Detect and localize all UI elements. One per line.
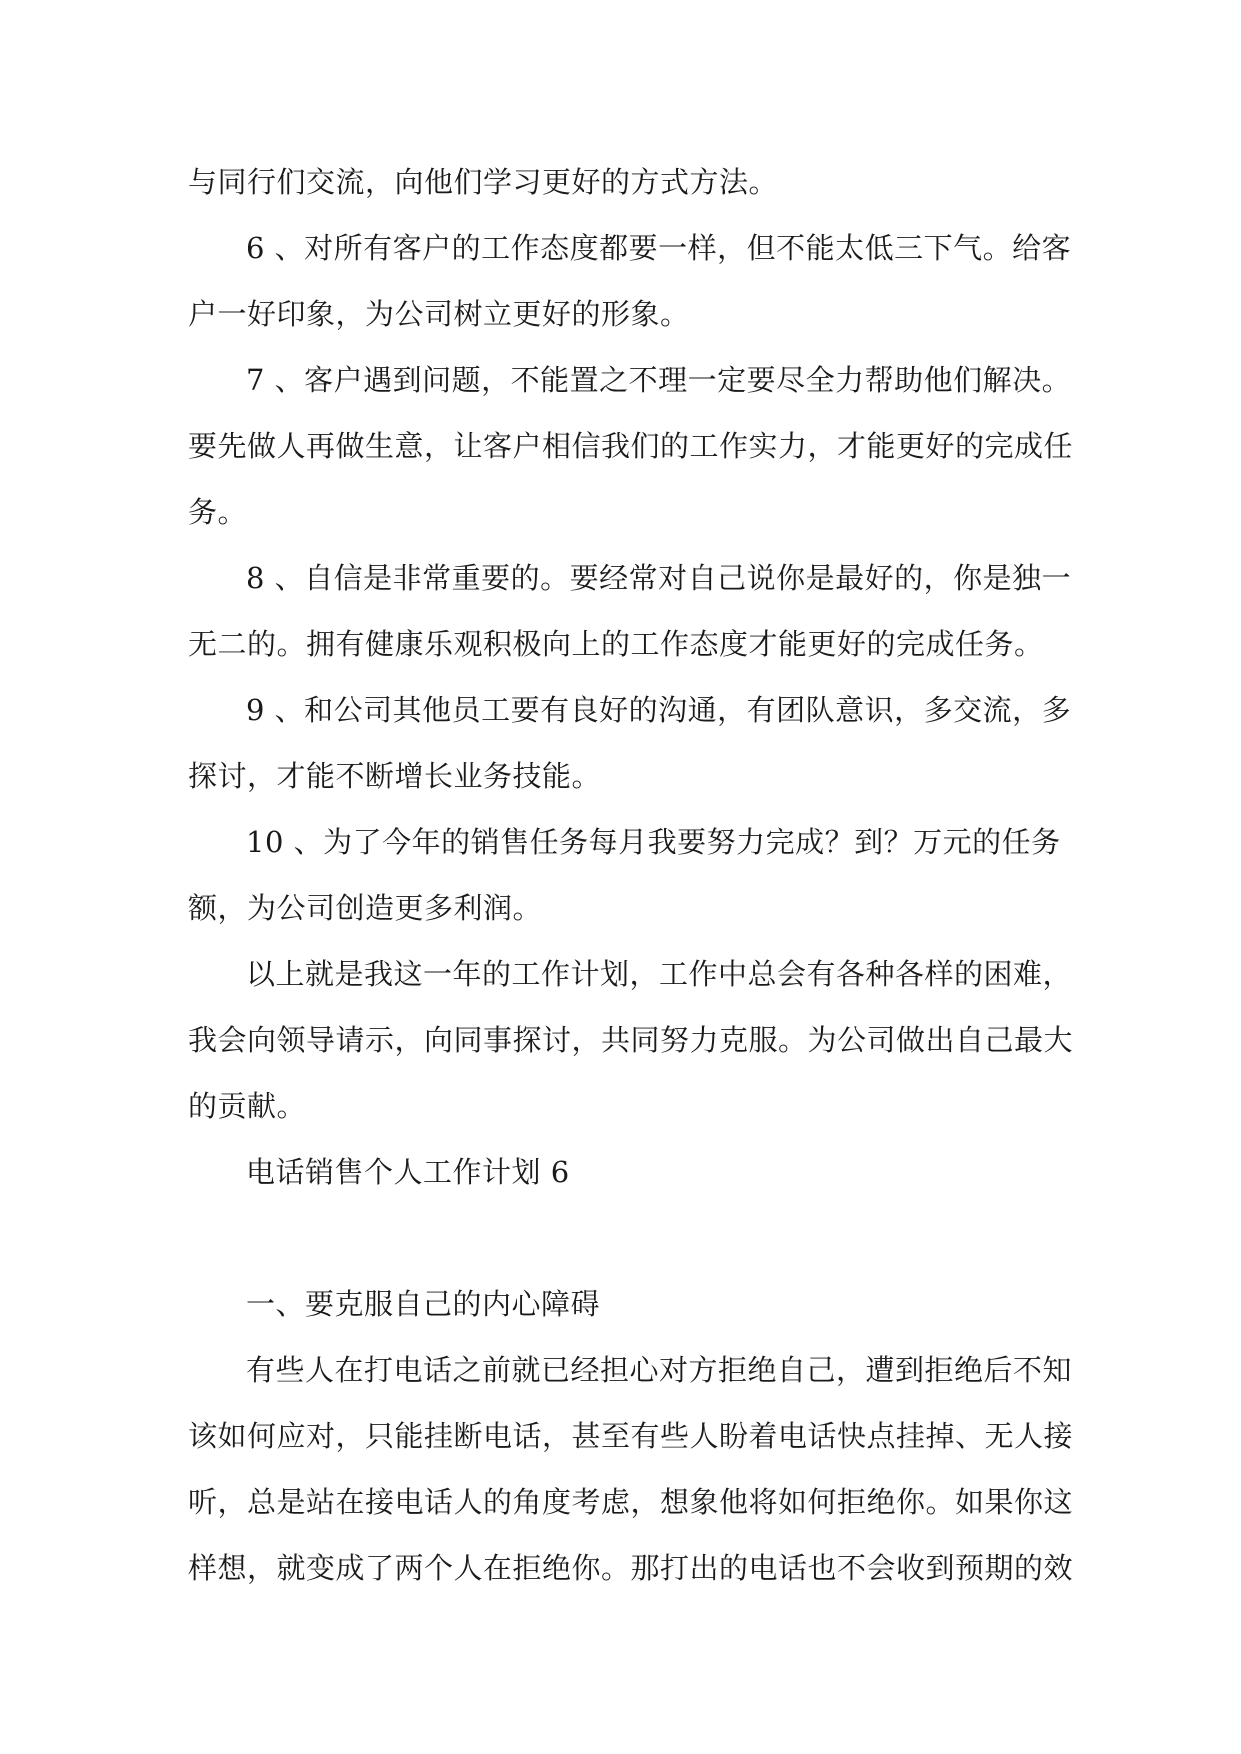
text-line: 务。 <box>188 495 248 529</box>
text-line: 探讨，才能不断增长业务技能。 <box>188 759 602 793</box>
list-item-6: 6 、对所有客户的工作态度都要一样，但不能太低三下气。给客 <box>246 231 1072 265</box>
text-line: 我会向领导请示，向同事探讨，共同努力克服。为公司做出自己最大 <box>188 1023 1074 1057</box>
list-item-7: 7 、客户遇到问题，不能置之不理一定要尽全力帮助他们解决。 <box>246 363 1072 397</box>
text-line: 听，总是站在接电话人的角度考虑，想象他将如何拒绝你。如果你这 <box>188 1485 1074 1519</box>
paragraph-start: 以上就是我这一年的工作计划，工作中总会有各种各样的困难， <box>246 957 1073 991</box>
text-line: 样想，就变成了两个人在拒绝你。那打出的电话也不会收到预期的效 <box>188 1551 1074 1585</box>
list-item-8: 8 、自信是非常重要的。要经常对自己说你是最好的，你是独一 <box>246 561 1072 595</box>
list-item-10: 10 、为了今年的销售任务每月我要努力完成？到？万元的任务 <box>246 825 1061 859</box>
text-line: 的贡献。 <box>188 1089 307 1123</box>
text-line: 户一好印象，为公司树立更好的形象。 <box>188 297 690 331</box>
list-item-9: 9 、和公司其他员工要有良好的沟通，有团队意识，多交流，多 <box>246 693 1072 727</box>
section-heading: 一、要克服自己的内心障碍 <box>246 1287 601 1321</box>
text-line: 无二的。拥有健康乐观积极向上的工作态度才能更好的完成任务。 <box>188 627 1044 661</box>
text-line: 要先做人再做生意，让客户相信我们的工作实力，才能更好的完成任 <box>188 429 1074 463</box>
section-title: 电话销售个人工作计划 6 <box>246 1155 570 1189</box>
text-line: 该如何应对，只能挂断电话，甚至有些人盼着电话快点挂掉、无人接 <box>188 1419 1074 1453</box>
text-line: 与同行们交流，向他们学习更好的方式方法。 <box>188 165 779 199</box>
text-line: 额，为公司创造更多利润。 <box>188 891 543 925</box>
paragraph-start: 有些人在打电话之前就已经担心对方拒绝自己，遭到拒绝后不知 <box>246 1353 1073 1387</box>
